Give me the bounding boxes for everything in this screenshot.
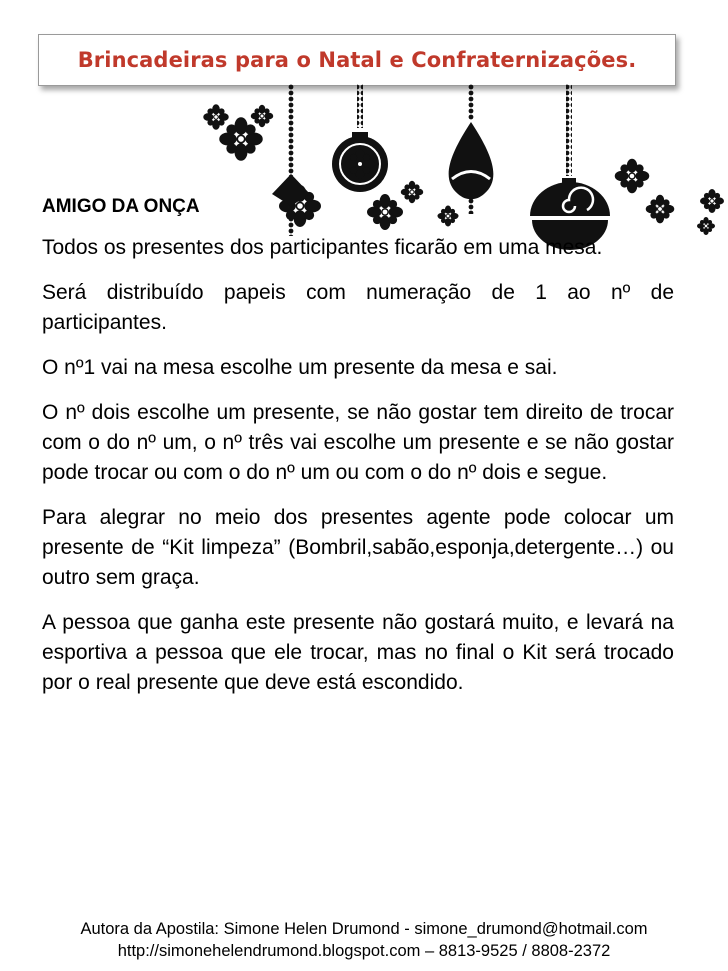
snowflake-icon [700,189,724,213]
paragraph: Será distribuído papeis com numeração de 1 ao nº de participantes. [42,281,674,334]
game-heading: AMIGO DA ONÇA [42,196,200,217]
contact-info: http://simonehelendrumond.blogspot.com – 8813-9525 / 8808-2372 [117,942,611,960]
snowflake-icon [203,104,229,130]
footer [0,918,728,962]
paragraph: Todos os presentes dos participantes ficarão em uma mesa. [42,236,603,259]
paragraph: A pessoa que ganha este presente não gostará muito, e levará na esportiva a pessoa que ele trocar, mas no final o Kit será trocado por o real presente que deve está escondido. [42,611,674,694]
title-banner [38,34,676,86]
christmas-bauble-icon [332,84,388,192]
snowflake-icon [251,105,274,128]
page-title: Brincadeiras para o Natal e Confraternizações. [77,48,637,72]
snowflake-icon [615,159,650,194]
snowflake-icon [697,217,715,235]
snowflake-icon [219,117,263,161]
paragraph: Para alegrar no meio dos presentes agente pode colocar um presente de “Kit limpeza” (Bombril,sabão,esponja,detergente…) ou outro sem graça. [42,506,674,589]
paragraph: O nº1 vai na mesa escolhe um presente da mesa e sai. [42,356,558,379]
paragraph: O nº dois escolhe um presente, se não gostar tem direito de trocar com o do nº um, o nº três vai escolhe um presente e se não gostar pode trocar ou com o do nº um ou com o do nº dois e segue. [42,401,674,484]
article [42,192,674,698]
author-credit: Autora da Apostila: Simone Helen Drumond - simone_drumond@hotmail.com [80,920,648,938]
